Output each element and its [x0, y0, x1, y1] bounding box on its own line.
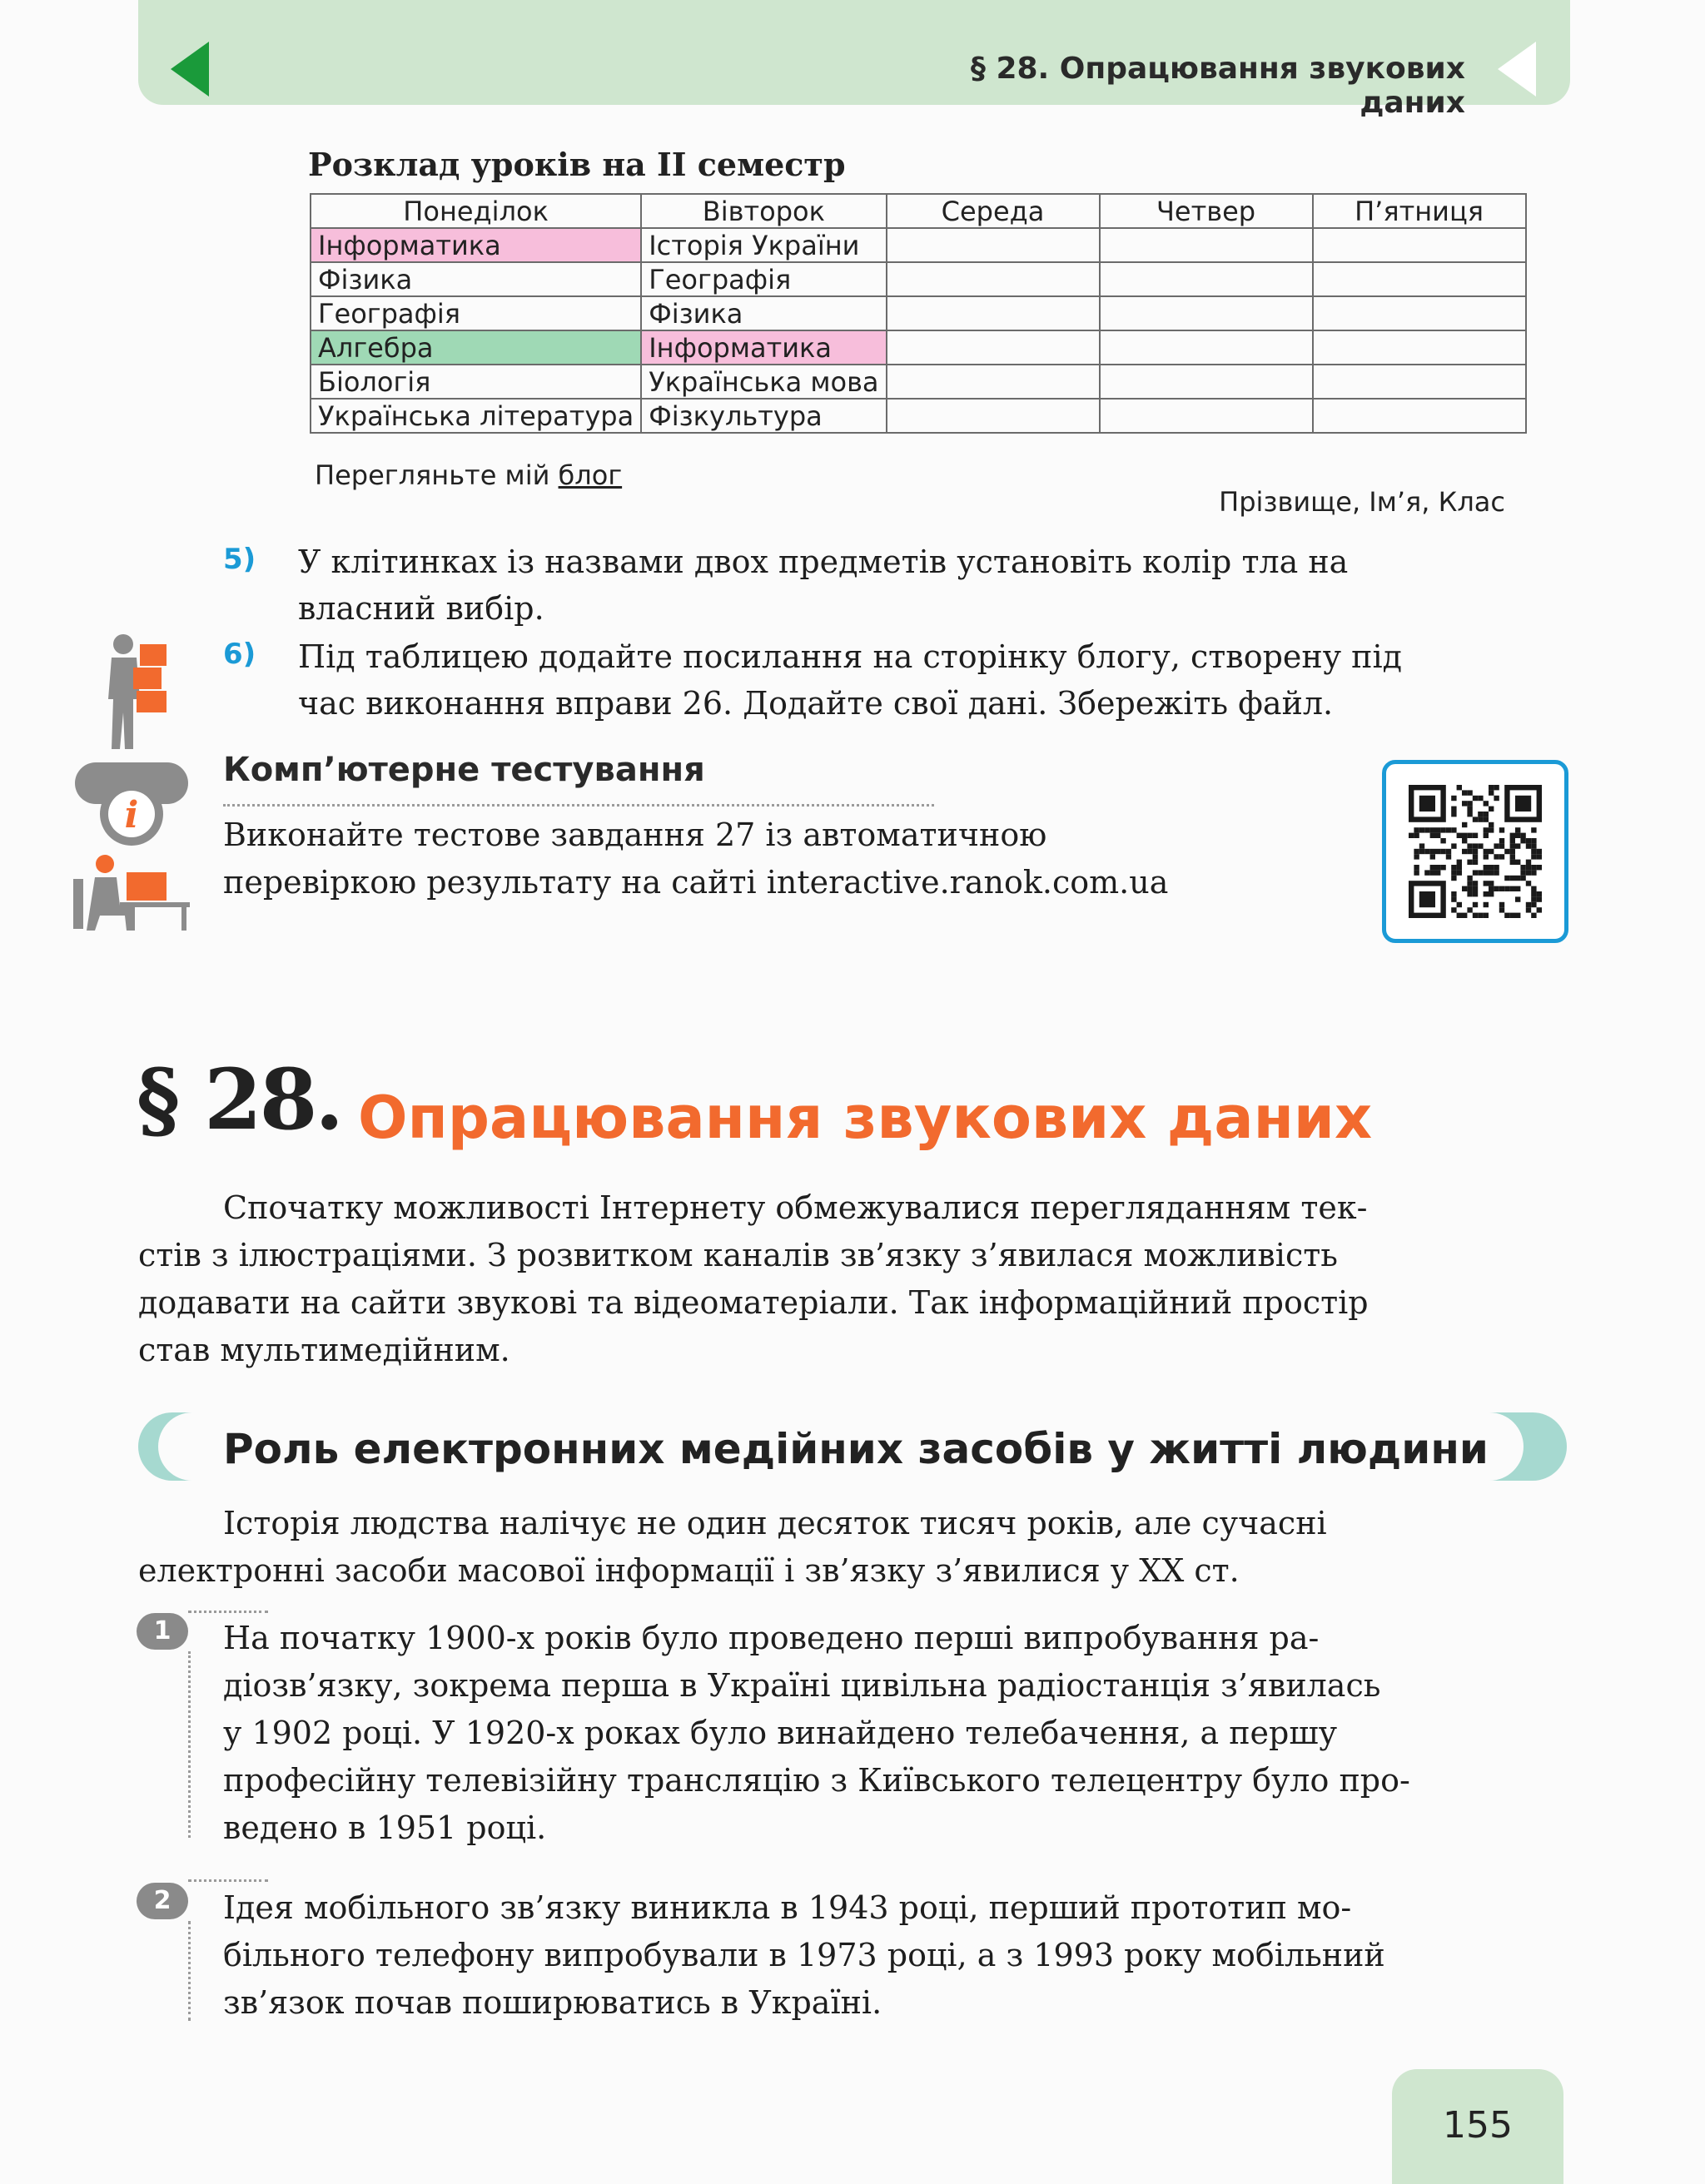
- paragraph-line: електронні засоби масової інформації і зв’язку з’явилися у ХХ ст.: [138, 1552, 1240, 1589]
- list-item-line: На початку 1900-х років було проведено перші випробування ра-: [223, 1620, 1320, 1656]
- list-item-line: більного телефону випробували в 1973 році, а з 1993 року мобільний: [223, 1937, 1385, 1973]
- list-number-badge: 1: [137, 1613, 188, 1650]
- list-item-line: Ідея мобільного зв’язку виникла в 1943 році, перший прототип мо-: [223, 1889, 1352, 1926]
- column-header: П’ятниця: [1313, 194, 1526, 228]
- step-number: 6): [223, 638, 256, 671]
- table-cell: [1313, 330, 1526, 365]
- table-row: [311, 296, 1526, 330]
- section-number: § 28.: [137, 1050, 342, 1149]
- table-row: [311, 399, 1526, 433]
- table-row: [311, 262, 1526, 296]
- column-header: Вівторок: [641, 194, 886, 228]
- table-cell: Географія: [311, 296, 641, 330]
- previous-page-arrow-icon[interactable]: [171, 42, 209, 97]
- table-cell: Фізика: [641, 296, 886, 330]
- table-cell: [1100, 399, 1313, 433]
- list-item-line: діозв’язку, зокрема перша в Україні цивільна радіостанція з’явилась: [223, 1667, 1381, 1704]
- column-header: Четвер: [1100, 194, 1313, 228]
- table-cell: Біологія: [311, 365, 641, 399]
- step-text-line: власний вибір.: [298, 590, 544, 627]
- list-number-badge: 2: [137, 1883, 188, 1919]
- dotted-divider: [188, 1611, 268, 1613]
- testing-title: Комп’ютерне тестування: [223, 751, 705, 789]
- step-text-line: У клітинках із назвами двох предметів установіть колір тла на: [298, 544, 1349, 580]
- table-row: [311, 228, 1526, 262]
- subsection-intro: [138, 1500, 1565, 1595]
- table-cell: [887, 399, 1100, 433]
- list-item: [223, 1615, 1565, 1852]
- paragraph-line: став мультимедійним.: [138, 1332, 510, 1368]
- table-cell: [1313, 365, 1526, 399]
- table-cell: [1100, 296, 1313, 330]
- column-header: Середа: [887, 194, 1100, 228]
- dotted-divider: [223, 804, 934, 807]
- dotted-divider: [188, 1921, 191, 2021]
- table-cell: [1313, 228, 1526, 262]
- table-cell: [887, 262, 1100, 296]
- schedule-table: [310, 193, 1527, 434]
- table-cell: Українська мова: [641, 365, 886, 399]
- qr-code-icon: [1386, 764, 1564, 939]
- testing-text-line: Виконайте тестове завдання 27 із автоматичною: [223, 817, 1047, 853]
- paragraph-line: Спочатку можливості Інтернету обмежувалися перегляданням тек-: [223, 1189, 1368, 1226]
- list-item-line: професійну телевізійну трансляцію з Київського телецентру було про-: [223, 1762, 1410, 1799]
- table-cell: Історія України: [641, 228, 886, 262]
- blog-line: [315, 459, 622, 491]
- page-number: 155: [1443, 2104, 1513, 2147]
- subheading: Роль електронних медійних засобів у житті людини: [223, 1425, 1489, 1473]
- step-number: 5): [223, 543, 256, 576]
- table-cell: [1313, 399, 1526, 433]
- info-icon-letter: i: [124, 794, 139, 836]
- next-page-arrow-icon[interactable]: [1498, 42, 1536, 97]
- column-header: Понеділок: [311, 194, 641, 228]
- table-cell: Фізкультура: [641, 399, 886, 433]
- table-cell: [887, 365, 1100, 399]
- table-cell-highlighted: Алгебра: [311, 330, 641, 365]
- table-cell: [1313, 296, 1526, 330]
- list-item-line: у 1902 році. У 1920-х роках було винайдено телебачення, а першу: [223, 1715, 1338, 1751]
- table-cell: [887, 228, 1100, 262]
- table-row: [311, 365, 1526, 399]
- table-cell: [1313, 262, 1526, 296]
- qr-code[interactable]: [1382, 760, 1568, 943]
- table-cell: [1100, 228, 1313, 262]
- table-cell-highlighted: Інформатика: [311, 228, 641, 262]
- testing-text-line: перевіркою результату на сайті interactive.ranok.com.ua: [223, 864, 1169, 901]
- table-cell: [887, 296, 1100, 330]
- paragraph-line: додавати на сайти звукові та відеоматеріали. Так інформаційний простір: [138, 1284, 1369, 1321]
- blog-link[interactable]: блог: [558, 459, 623, 491]
- table-caption: Розклад уроків на ІІ семестр: [308, 146, 846, 183]
- step-text-line: Під таблицею додайте посилання на сторінку блогу, створену під: [298, 638, 1403, 675]
- table-cell: [887, 330, 1100, 365]
- table-cell: [1100, 262, 1313, 296]
- running-header-title: § 28. Опрацювання звукових даних: [970, 52, 1465, 120]
- paragraph-line: стів з ілюстраціями. З розвитком каналів зв’язку з’явилася можливість: [138, 1237, 1338, 1273]
- step-text-line: час виконання вправи 26. Додайте свої дані. Збережіть файл.: [298, 685, 1334, 722]
- signature-line: Прізвище, Ім’я, Клас: [1219, 486, 1505, 518]
- table-cell: Географія: [641, 262, 886, 296]
- table-cell: Українська література: [311, 399, 641, 433]
- table-cell: [1100, 365, 1313, 399]
- list-item-line: ведено в 1951 році.: [223, 1809, 547, 1846]
- table-row: [311, 330, 1526, 365]
- list-item-line: зв’язок почав поширюватись в Україні.: [223, 1984, 882, 2021]
- blog-prefix: Перегляньте мій: [315, 459, 559, 491]
- dotted-divider: [188, 1651, 191, 1838]
- person-carrying-boxes-icon: [103, 633, 183, 752]
- table-cell: [1100, 330, 1313, 365]
- testing-text: [223, 812, 1355, 906]
- intro-paragraph: [138, 1184, 1565, 1374]
- list-item: [223, 1884, 1565, 2027]
- computer-testing-icon: [70, 762, 193, 931]
- section-title: Опрацювання звукових даних: [358, 1084, 1373, 1152]
- table-header-row: [311, 194, 1526, 228]
- table-cell: Фізика: [311, 262, 641, 296]
- paragraph-line: Історія людства налічує не один десяток тисяч років, але сучасні: [223, 1505, 1327, 1541]
- table-cell-highlighted: Інформатика: [641, 330, 886, 365]
- dotted-divider: [188, 1879, 268, 1882]
